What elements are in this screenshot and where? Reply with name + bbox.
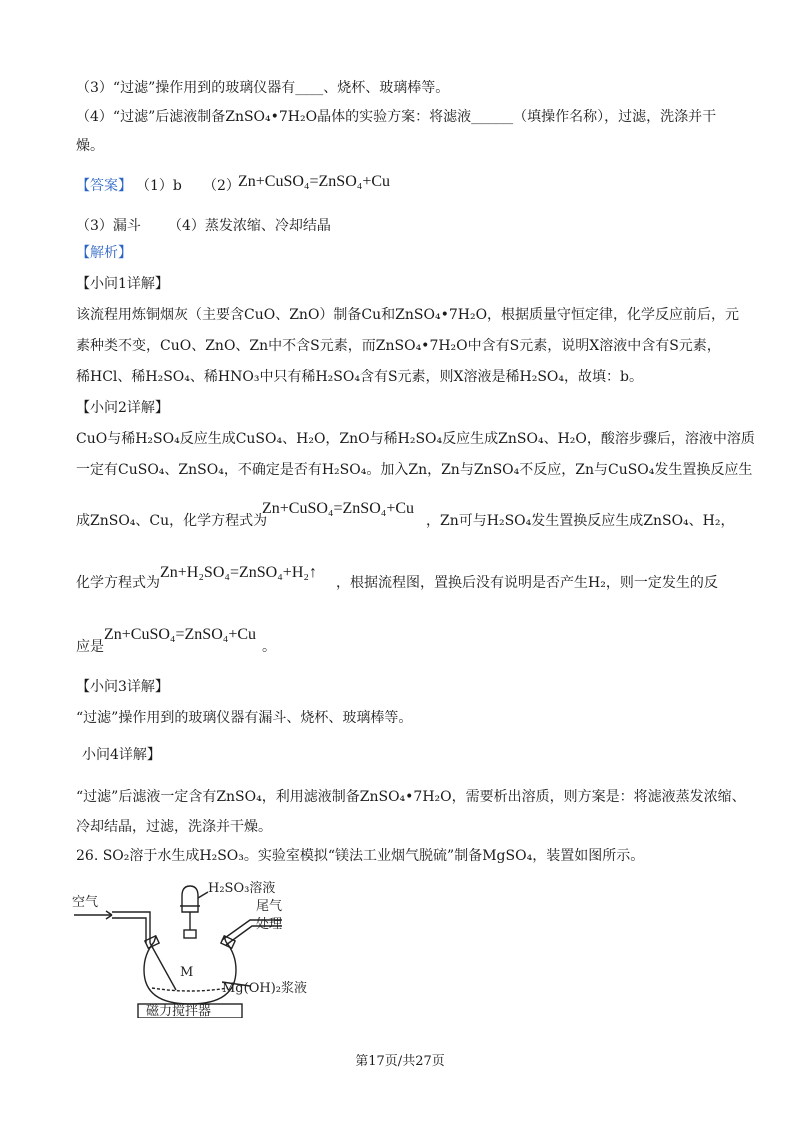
section-1-line-3: 稀HCl、稀H₂SO₄、稀HNO₃中只有稀H₂SO₄含有S元素，则X溶液是稀H₂SO₄，故填：b。 (76, 369, 643, 385)
answer-label: 【答案】 (76, 178, 132, 194)
equation-final-reaction: Zn+CuSO₄=ZnSO₄+Cu (104, 626, 257, 643)
gas-tube (150, 943, 176, 990)
answer-2-number: （2） (203, 178, 240, 194)
m-label: M (180, 965, 194, 980)
section-2-line-5-end: 。 (262, 639, 276, 655)
slurry-label: Mg(OH)₂浆液 (222, 981, 307, 996)
answer-3: （3）漏斗 (76, 218, 141, 234)
tail-gas-label-2: 处理 (256, 917, 283, 932)
equation-zn-h2so4: Zn+H₂SO₄=ZnSO₄+H₂↑ (160, 564, 317, 581)
air-label: 空气 (72, 895, 99, 910)
section-1-line-2: 素种类不变，CuO、ZnO、Zn中不含S元素，而ZnSO₄•7H₂O中含有S元素，说明X溶液中含有S元素， (76, 338, 721, 354)
slurry-level (152, 988, 228, 991)
question-4: （4）“过滤”后滤液制备ZnSO₄•7H₂O晶体的实验方案：将滤液______（填操作名称），过滤，洗涤并干 (76, 109, 717, 125)
right-stopper (221, 936, 235, 948)
section-2-line-3-end: ，Zn可与H₂SO₄发生置换反应生成ZnSO₄、H₂， (426, 513, 735, 529)
inlet-tube (112, 912, 150, 943)
question-26: 26. SO₂溶于水生成H₂SO₃。实验室模拟“镁法工业烟气脱硫”制备MgSO₄，装置如图所示。 (76, 848, 645, 864)
section-4-line-2: 冷却结晶，过滤，洗涤并干燥。 (76, 819, 272, 835)
section-4-title: 小问4详解】 (82, 747, 161, 763)
page-footer: 第17页/共27页 (355, 1054, 445, 1069)
apparatus-figure (72, 878, 312, 1018)
section-1-title: 【小问1详解】 (76, 276, 169, 292)
stirrer-label: 磁力搅拌器 (146, 1004, 212, 1018)
dropping-funnel (182, 886, 198, 912)
equation-zn-cuso4: Zn+CuSO₄=ZnSO₄+Cu (262, 500, 415, 517)
section-3-title: 【小问3详解】 (76, 679, 169, 695)
question-3: （3）“过滤”操作用到的玻璃仪器有____、烧杯、玻璃棒等。 (76, 80, 450, 96)
funnel-pointer (198, 892, 208, 898)
section-2-line-2: 一定有CuSO₄、ZnSO₄，不确定是否有H₂SO₄。加入Zn，Zn与ZnSO₄不反应，Zn与CuSO₄发生置换反应生 (76, 462, 753, 478)
section-2-line-3-start: 成ZnSO₄、Cu，化学方程式为 (76, 513, 268, 529)
section-2-line-1: CuO与稀H₂SO₄反应生成CuSO₄、H₂O，ZnO与稀H₂SO₄反应生成ZnSO₄、H₂O，酸溶步骤后，溶液中溶质 (76, 431, 755, 447)
section-2-line-4-start: 化学方程式为 (76, 575, 160, 591)
tail-gas-label-1: 尾气 (256, 899, 283, 914)
section-3-line-1: “过滤”操作用到的玻璃仪器有漏斗、烧杯、玻璃棒等。 (76, 710, 413, 726)
analysis-label: 【解析】 (76, 245, 132, 261)
section-2-title: 【小问2详解】 (76, 400, 169, 416)
h2so3-label: H₂SO₃溶液 (208, 881, 276, 896)
center-stopper (184, 930, 196, 938)
answer-1: （1）b (136, 178, 182, 194)
section-2-line-4-end: ，根据流程图，置换后没有说明是否产生H₂，则一定发生的反 (336, 575, 718, 591)
question-4-cont: 燥。 (76, 138, 104, 154)
section-4-line-1: “过滤”后滤液一定含有ZnSO₄，利用滤液制备ZnSO₄•7H₂O，需要析出溶质，则方案是：将滤液蒸发浓缩、 (76, 789, 746, 805)
answer-4: （4）蒸发浓缩、冷却结晶 (168, 218, 331, 234)
section-1-line-1: 该流程用炼铜烟灰（主要含CuO、ZnO）制备Cu和ZnSO₄•7H₂O，根据质量守恒定律，化学反应前后，元 (76, 307, 740, 323)
equation-answer-2: Zn+CuSO₄=ZnSO₄+Cu (238, 173, 391, 190)
section-2-line-5-start: 应是 (76, 639, 104, 655)
